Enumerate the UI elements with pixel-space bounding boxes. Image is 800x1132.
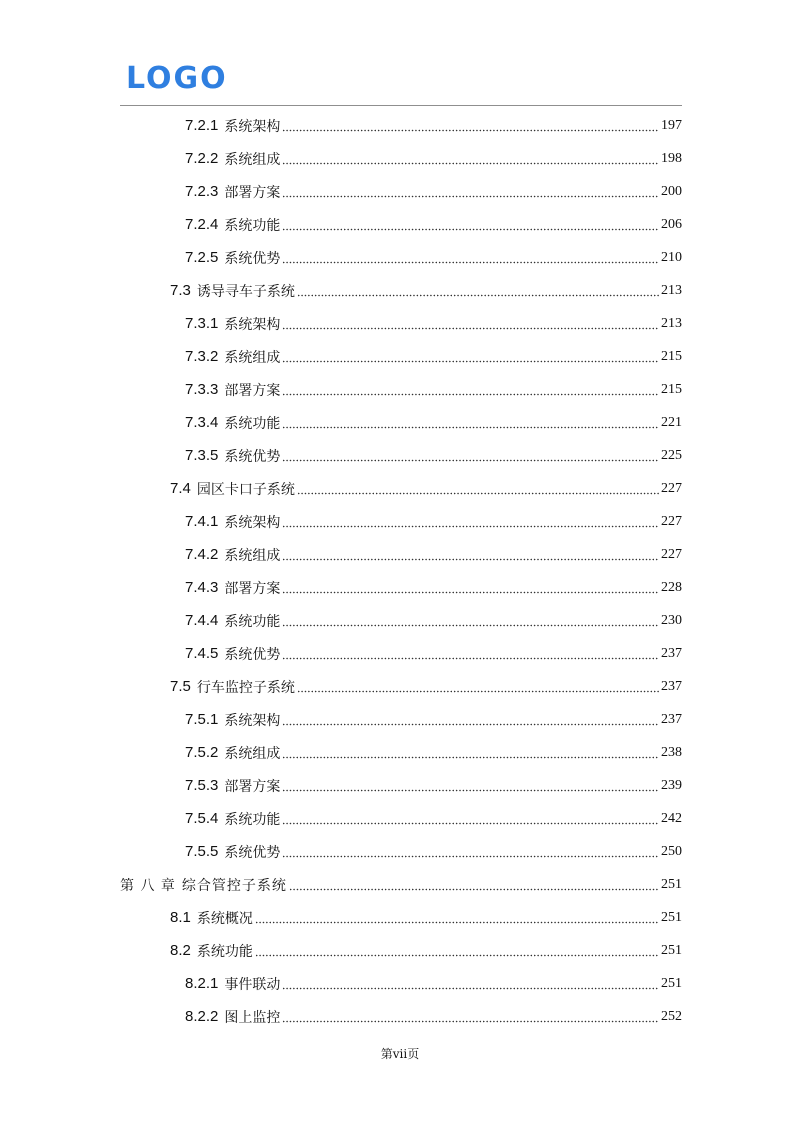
toc-entry-page-number: 237 <box>661 711 682 727</box>
toc-entry-title: 系统优势 <box>224 646 281 663</box>
toc-entry-title: 系统组成 <box>224 151 281 168</box>
toc-entry-number: 8.2.1 <box>185 975 219 992</box>
toc-entry-page-number: 237 <box>661 645 682 661</box>
toc-entry-title: 部署方案 <box>224 778 281 795</box>
toc-entry-number: 7.2.1 <box>185 117 219 134</box>
toc-entry-title: 综合管控子系统 <box>181 877 287 894</box>
toc-dot-leader <box>282 779 659 793</box>
toc-entry-page-number: 213 <box>661 315 682 331</box>
toc-entry-title: 系统功能 <box>224 217 281 234</box>
toc-entry-number: 7.5.2 <box>185 744 219 761</box>
toc-dot-leader <box>297 284 659 298</box>
toc-entry-page-number: 251 <box>661 942 682 958</box>
toc-dot-leader <box>255 911 659 925</box>
toc-entry-title: 诱导寻车子系统 <box>196 283 295 300</box>
toc-entry-title: 园区卡口子系统 <box>196 481 295 498</box>
toc-entry[interactable] <box>120 241 682 274</box>
table-of-contents <box>120 109 682 1033</box>
toc-entry-page-number: 230 <box>661 612 682 628</box>
toc-dot-leader <box>282 1010 659 1024</box>
toc-entry[interactable] <box>120 142 682 175</box>
toc-entry[interactable] <box>120 703 682 736</box>
toc-entry-page-number: 215 <box>661 348 682 364</box>
toc-entry-page-number: 213 <box>661 282 682 298</box>
toc-entry-page-number: 251 <box>661 876 682 892</box>
toc-entry-title: 系统架构 <box>224 118 281 135</box>
toc-entry-title: 系统架构 <box>224 712 281 729</box>
toc-entry-number: 7.5 <box>170 678 191 695</box>
toc-dot-leader <box>282 812 659 826</box>
toc-entry[interactable] <box>120 439 682 472</box>
toc-entry-title: 系统概况 <box>196 910 253 927</box>
header-divider <box>120 105 682 106</box>
toc-entry-title: 系统功能 <box>224 613 281 630</box>
toc-entry-title: 系统优势 <box>224 448 281 465</box>
toc-entry-number: 7.2.5 <box>185 249 219 266</box>
toc-entry-title: 系统功能 <box>224 811 281 828</box>
toc-entry-page-number: 210 <box>661 249 682 265</box>
toc-entry-page-number: 227 <box>661 546 682 562</box>
toc-entry-number: 7.5.3 <box>185 777 219 794</box>
toc-dot-leader <box>282 746 659 760</box>
toc-dot-leader <box>282 185 659 199</box>
toc-entry-number: 7.4.4 <box>185 612 219 629</box>
toc-dot-leader <box>282 977 659 991</box>
toc-entry-title: 系统功能 <box>224 415 281 432</box>
toc-entry-number: 8.2.2 <box>185 1008 219 1025</box>
toc-dot-leader <box>282 317 659 331</box>
toc-entry-number: 7.3 <box>170 282 191 299</box>
logo: LOGO <box>126 61 228 96</box>
toc-dot-leader <box>289 878 659 892</box>
toc-entry[interactable] <box>120 670 682 703</box>
toc-entry-number: 7.3.4 <box>185 414 219 431</box>
toc-dot-leader <box>282 416 659 430</box>
toc-entry-title: 部署方案 <box>224 184 281 201</box>
toc-entry-page-number: 238 <box>661 744 682 760</box>
toc-dot-leader <box>297 680 659 694</box>
toc-entry[interactable] <box>120 208 682 241</box>
toc-dot-leader <box>297 482 659 496</box>
toc-entry-title: 部署方案 <box>224 580 281 597</box>
toc-entry-number: 第 八 章 <box>120 877 176 894</box>
toc-entry-page-number: 239 <box>661 777 682 793</box>
toc-entry-number: 7.3.3 <box>185 381 219 398</box>
toc-entry-number: 7.2.4 <box>185 216 219 233</box>
toc-entry[interactable] <box>120 934 682 967</box>
toc-entry-title: 系统组成 <box>224 349 281 366</box>
toc-entry-page-number: 225 <box>661 447 682 463</box>
toc-entry[interactable] <box>120 373 682 406</box>
toc-entry-page-number: 206 <box>661 216 682 232</box>
page-header <box>120 62 682 108</box>
toc-dot-leader <box>282 647 659 661</box>
toc-entry-number: 7.4.2 <box>185 546 219 563</box>
toc-dot-leader <box>282 383 659 397</box>
toc-entry[interactable] <box>120 406 682 439</box>
toc-entry[interactable] <box>120 802 682 835</box>
toc-entry-page-number: 198 <box>661 150 682 166</box>
toc-entry-page-number: 237 <box>661 678 682 694</box>
toc-entry-page-number: 251 <box>661 975 682 991</box>
toc-entry-number: 7.5.1 <box>185 711 219 728</box>
toc-entry-page-number: 200 <box>661 183 682 199</box>
toc-entry-page-number: 252 <box>661 1008 682 1024</box>
toc-dot-leader <box>282 218 659 232</box>
toc-entry-number: 7.4.3 <box>185 579 219 596</box>
toc-entry-number: 7.2.3 <box>185 183 219 200</box>
toc-dot-leader <box>282 449 659 463</box>
toc-dot-leader <box>282 119 659 133</box>
toc-entry[interactable] <box>120 769 682 802</box>
toc-dot-leader <box>282 350 659 364</box>
toc-entry-page-number: 251 <box>661 909 682 925</box>
toc-entry-number: 7.5.5 <box>185 843 219 860</box>
toc-entry[interactable] <box>120 307 682 340</box>
toc-dot-leader <box>282 548 659 562</box>
toc-entry-title: 图上监控 <box>224 1009 281 1026</box>
toc-entry[interactable] <box>120 109 682 142</box>
page-footer: 第vii页 <box>380 1047 420 1061</box>
toc-entry-title: 部署方案 <box>224 382 281 399</box>
toc-entry-number: 7.5.4 <box>185 810 219 827</box>
toc-entry-page-number: 250 <box>661 843 682 859</box>
toc-entry-title: 系统优势 <box>224 250 281 267</box>
toc-entry-number: 7.4.5 <box>185 645 219 662</box>
toc-entry-number: 7.3.5 <box>185 447 219 464</box>
toc-entry[interactable] <box>120 571 682 604</box>
toc-dot-leader <box>282 845 659 859</box>
toc-entry-title: 系统优势 <box>224 844 281 861</box>
toc-entry[interactable] <box>120 175 682 208</box>
toc-entry[interactable] <box>120 868 682 901</box>
toc-entry-page-number: 197 <box>661 117 682 133</box>
toc-dot-leader <box>282 713 659 727</box>
toc-entry-number: 7.3.2 <box>185 348 219 365</box>
toc-entry-number: 7.4 <box>170 480 191 497</box>
toc-dot-leader <box>255 944 659 958</box>
toc-entry-title: 系统功能 <box>196 943 253 960</box>
toc-entry-title: 系统组成 <box>224 745 281 762</box>
toc-entry[interactable] <box>120 736 682 769</box>
toc-dot-leader <box>282 581 659 595</box>
toc-entry-title: 系统架构 <box>224 514 281 531</box>
toc-entry-number: 7.4.1 <box>185 513 219 530</box>
toc-entry[interactable] <box>120 505 682 538</box>
toc-entry-page-number: 242 <box>661 810 682 826</box>
toc-entry[interactable] <box>120 1000 682 1033</box>
toc-entry-page-number: 215 <box>661 381 682 397</box>
toc-entry-number: 7.2.2 <box>185 150 219 167</box>
toc-entry-number: 7.3.1 <box>185 315 219 332</box>
toc-entry[interactable] <box>120 901 682 934</box>
toc-entry[interactable] <box>120 340 682 373</box>
toc-dot-leader <box>282 614 659 628</box>
toc-entry-page-number: 221 <box>661 414 682 430</box>
toc-entry-title: 事件联动 <box>224 976 281 993</box>
toc-entry-page-number: 227 <box>661 513 682 529</box>
toc-entry-title: 系统组成 <box>224 547 281 564</box>
toc-entry[interactable] <box>120 538 682 571</box>
toc-dot-leader <box>282 152 659 166</box>
toc-entry-number: 8.2 <box>170 942 191 959</box>
toc-entry-number: 8.1 <box>170 909 191 926</box>
toc-entry-page-number: 228 <box>661 579 682 595</box>
toc-entry[interactable] <box>120 274 682 307</box>
toc-entry-page-number: 227 <box>661 480 682 496</box>
toc-dot-leader <box>282 251 659 265</box>
toc-entry-title: 系统架构 <box>224 316 281 333</box>
toc-entry[interactable] <box>120 604 682 637</box>
toc-entry[interactable] <box>120 472 682 505</box>
toc-dot-leader <box>282 515 659 529</box>
toc-entry[interactable] <box>120 835 682 868</box>
toc-entry[interactable] <box>120 967 682 1000</box>
toc-entry[interactable] <box>120 637 682 670</box>
toc-entry-title: 行车监控子系统 <box>196 679 295 696</box>
